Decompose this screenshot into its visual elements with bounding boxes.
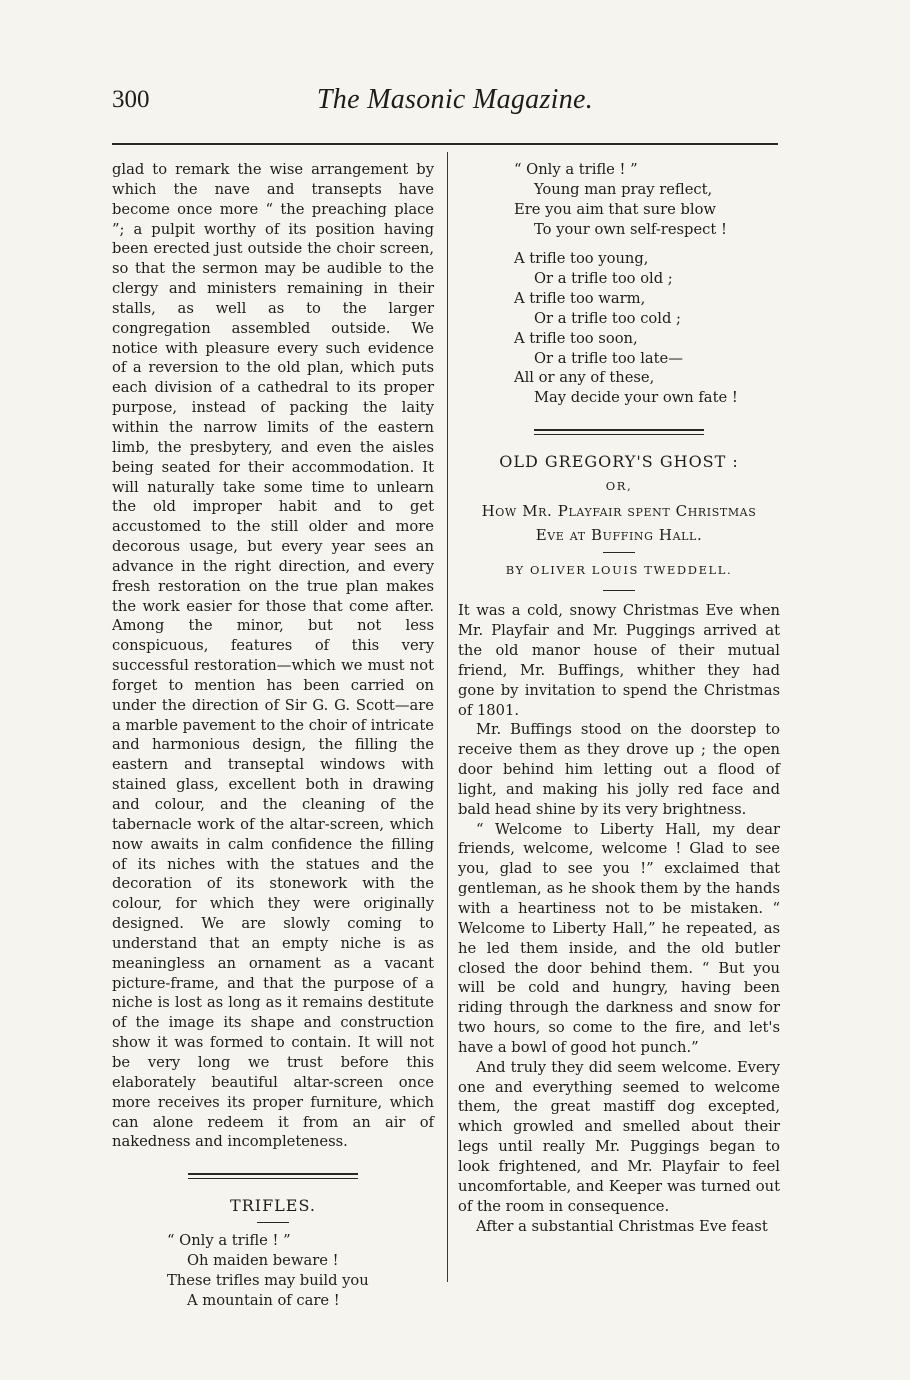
story-paragraph: “ Welcome to Liberty Hall, my dear friends, welcome, welcome ! Glad to see you, glad to see you !” exclaimed that gentleman, as he shook them by the hands with a heartiness not to be mistaken. “ Welcome to Liberty Hall,” he repeated, as he led them inside, and the old butler closed the door behind them. “ But you will be cold and hungry, having been riding through the darkness and snow for two hours, so come to the fire, and let's have a bowl of good hot punch.” (458, 820, 780, 1056)
trifles-stanza-1 (112, 1231, 434, 1310)
trifles-stanza-3 (458, 249, 780, 408)
title-underline (257, 1222, 289, 1223)
byline-underline (603, 590, 635, 591)
story-subtitle: How Mr. Playfair spent Christmas (481, 501, 757, 520)
poem-line: To your own self-respect ! (534, 220, 727, 238)
header-rule (112, 143, 778, 145)
trifles-title: TRIFLES. (230, 1196, 316, 1216)
poem-line: “ Only a trifle ! ” (167, 1232, 291, 1250)
story-subtitle: Eve at Buffing Hall. (535, 525, 703, 544)
left-column (112, 160, 434, 1310)
poem-line: “ Only a trifle ! ” (514, 161, 638, 178)
story-or: OR, (605, 478, 633, 493)
poem-line: All or any of these, (514, 369, 655, 387)
poem-line: Or a trifle too old ; (534, 270, 673, 288)
poem-line: Or a trifle too late— (534, 349, 683, 367)
section-divider (534, 429, 704, 435)
title-underline (603, 552, 635, 553)
poem-line: A trifle too young, (514, 250, 649, 268)
column-divider (447, 152, 448, 1282)
poem-line: Ere you aim that sure blow (514, 200, 717, 218)
story-paragraph: And truly they did seem welcome. Every one and everything seemed to welcome them, the great mastiff dog excepted, which growled and smelled about their legs until really Mr. Puggings began to look frightened, and Mr. Playfair to feel uncomfortable, and Keeper was turned out of the room in consequence. (458, 1058, 780, 1215)
story-paragraph: It was a cold, snowy Christmas Eve when Mr. Playfair and Mr. Puggings arrived at the old manor house of their mutual friend, Mr. Buffings, whither they had gone by invitation to spend the Christmas of 1801. (458, 602, 780, 719)
story-paragraph: After a substantial Christmas Eve feast (476, 1217, 768, 1235)
cathedral-paragraph: glad to remark the wise arrangement by which the nave and transepts have become once more “ the preaching place ”; a pulpit worthy of its position having been erected just outside the choir screen, so that the sermon may be audible to the clergy and ministers remaining in their stalls, as well as to the larger congregation assembled outside. We notice with pleasure every such evidence of a reversion to the old plan, which puts each division of a cathedral to its proper purpose, instead of packing the laity within the narrow limits of the eastern limb, the presbytery, and even the aisles being seated for their accommodation. It will naturally take some time to unlearn the old improper habit and to get accustomed to the still older and more decorous usage, but every year sees an advance in the right direction, and every fresh restoration on the true plan makes the work easier for those that come after. Among the minor, but not less conspicuous, features of this very successful restoration—which we must not forget to mention has been carried on under the direction of Sir G. G. Scott—are a marble pavement to the choir of intricate and harmonious design, the filling the eastern and transeptal windows with stained glass, excellent both in drawing and colour, and the cleaning of the tabernacle work of the altar-screen, which now awaits in calm confidence the filling of its niches with the statues and the decoration of its stonework with the colour, for which they were originally designed. We are slowly coming to understand that an empty niche is as meaningless an ornament as a vacant picture-frame, and that the purpose of a niche is lost as long as it remains destitute of the image its shape and construction show it was formed to contain. It will not be very long we trust before this elaborately beautiful altar-screen once more receives its proper furniture, which can alone redeem it from an air of nakedness and incompleteness. (112, 161, 434, 1151)
section-divider (188, 1173, 358, 1179)
page-header (0, 0, 910, 140)
poem-line: Oh maiden beware ! (187, 1251, 339, 1269)
story-byline: BY OLIVER LOUIS TWEDDELL. (505, 562, 733, 577)
story-title: OLD GREGORY'S GHOST : (499, 452, 739, 472)
page-number: 300 (112, 86, 150, 113)
trifles-stanza-2 (458, 160, 780, 239)
poem-line: A trifle too warm, (514, 290, 646, 308)
right-column (458, 160, 780, 1236)
poem-line: May decide your own fate ! (534, 389, 738, 407)
poem-line: These trifles may build you (167, 1271, 369, 1289)
poem-line: A trifle too soon, (514, 329, 638, 347)
story-paragraph: Mr. Buffings stood on the doorstep to receive them as they drove up ; the open door behind him letting out a flood of light, and making his jolly red face and bald head shine by its very brightness. (458, 721, 780, 818)
running-title: The Masonic Magazine. (316, 84, 594, 115)
poem-line: A mountain of care ! (187, 1291, 340, 1309)
poem-line: Or a trifle too cold ; (534, 309, 681, 327)
poem-line: Young man pray reflect, (534, 180, 713, 198)
